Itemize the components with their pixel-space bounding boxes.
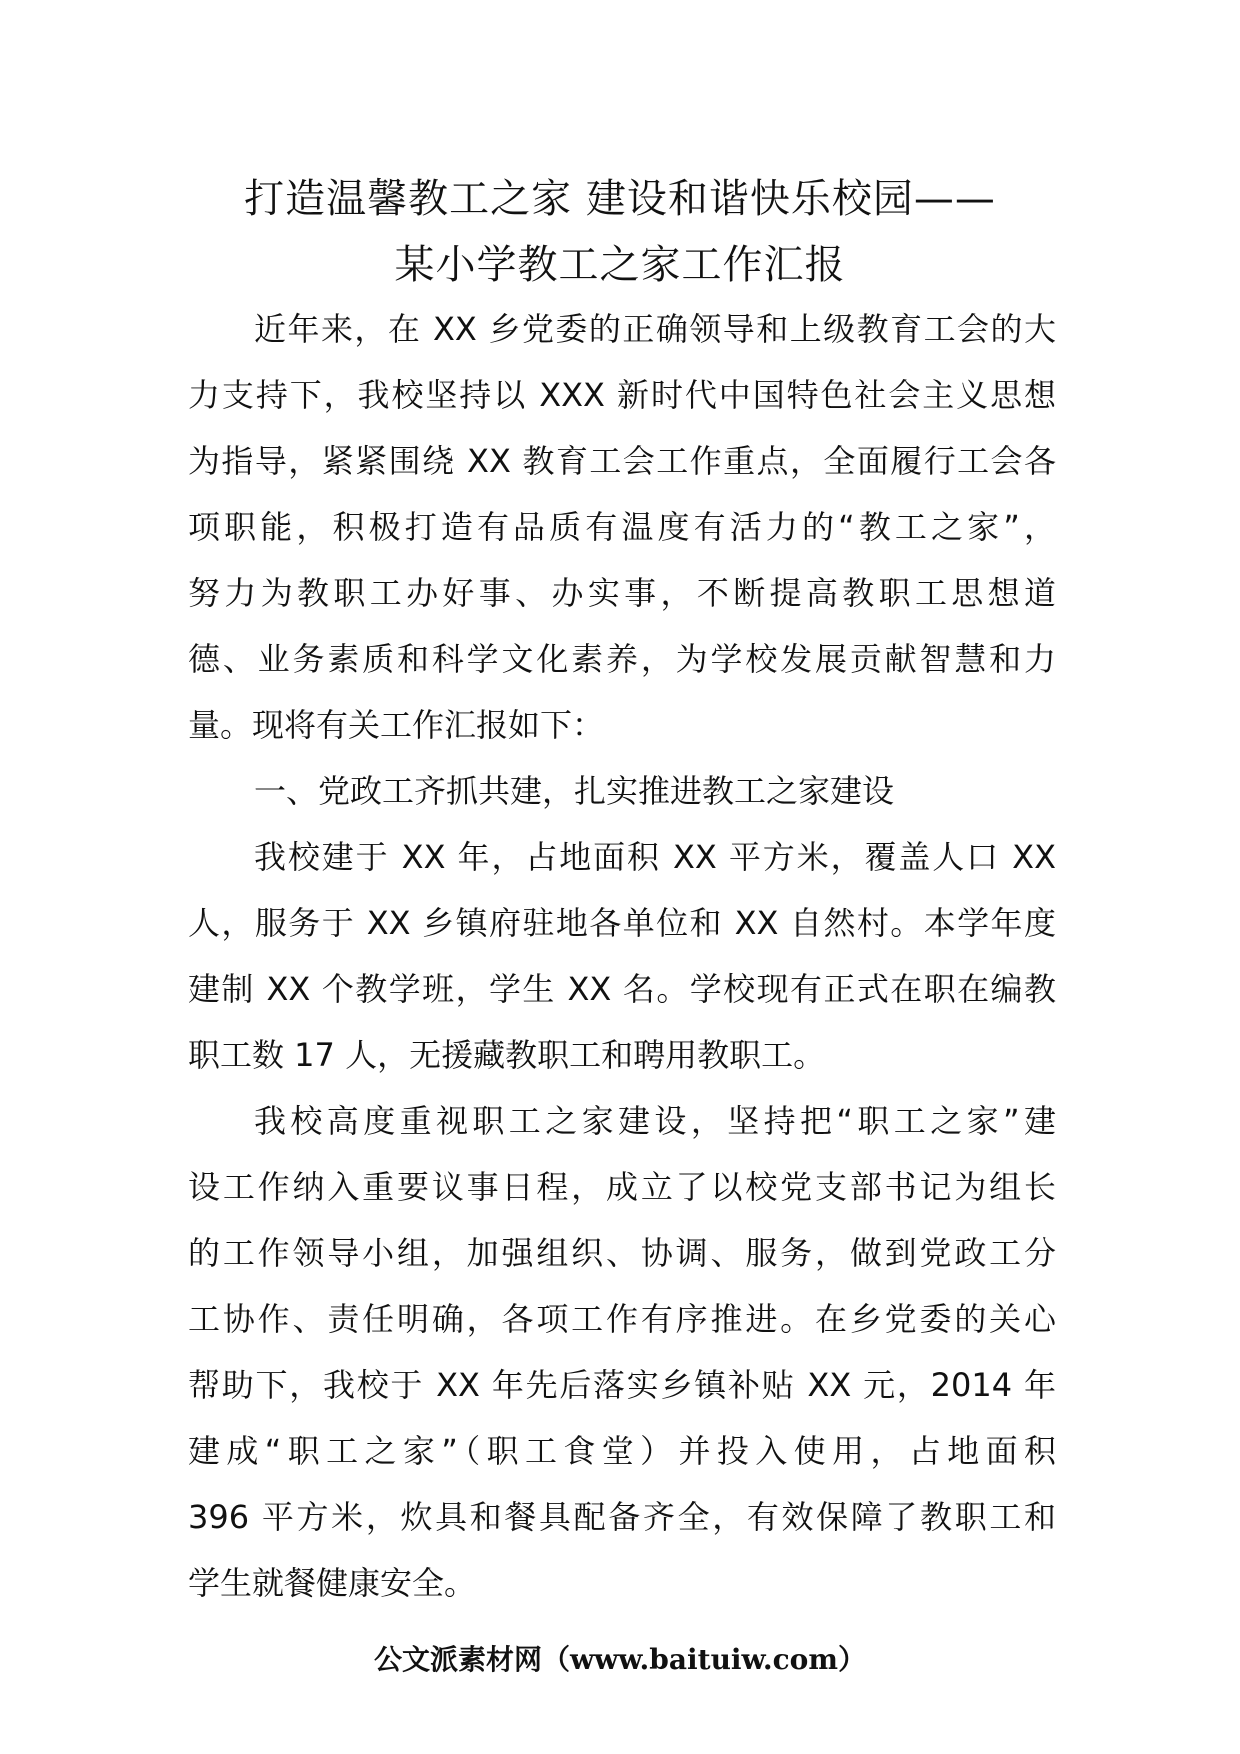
paragraph-1-line: 项职能，积极打造有品质有温度有活力的“教工之家”， [188, 508, 1056, 546]
paragraph-3-line: 学生就餐健康安全。 [188, 1564, 477, 1602]
section-heading: 一、党政工齐抓共建，扎实推进教工之家建设 [254, 772, 895, 810]
paragraph-2-line: 我校建于 XX 年，占地面积 XX 平方米，覆盖人口 XX [254, 838, 1056, 876]
paragraph-3-line: 工协作、责任明确，各项工作有序推进。在乡党委的关心 [188, 1300, 1056, 1338]
paragraph-3-line: 我校高度重视职工之家建设，坚持把“职工之家”建 [254, 1102, 1056, 1140]
paragraph-2-line: 人，服务于 XX 乡镇府驻地各单位和 XX 自然村。本学年度 [188, 904, 1056, 942]
paragraph-2-line: 职工数 17 人，无援藏教职工和聘用教职工。 [188, 1036, 826, 1074]
document-title-line-1: 打造温馨教工之家 建设和谐快乐校园—— [244, 176, 996, 222]
paragraph-1-line: 为指导，紧紧围绕 XX 教育工会工作重点，全面履行工会各 [188, 442, 1056, 480]
document-body [188, 296, 1056, 1616]
paragraph-1-line: 近年来，在 XX 乡党委的正确领导和上级教育工会的大 [254, 310, 1056, 348]
paragraph-1-line: 量。现将有关工作汇报如下： [188, 706, 605, 744]
paragraph-1-line: 力支持下，我校坚持以 XXX 新时代中国特色社会主义思想 [188, 376, 1056, 414]
paragraph-3-line: 帮助下，我校于 XX 年先后落实乡镇补贴 XX 元，2014 年 [188, 1366, 1056, 1404]
paragraph-1-line: 努力为教职工办好事、办实事，不断提高教职工思想道 [188, 574, 1056, 612]
paragraph-3-line: 建成“职工之家”（职工食堂）并投入使用，占地面积 [188, 1432, 1056, 1470]
document-title-line-2: 某小学教工之家工作汇报 [394, 242, 846, 288]
paragraph-3-line: 的工作领导小组，加强组织、协调、服务，做到党政工分 [188, 1234, 1056, 1272]
paragraph-3-line: 设工作纳入重要议事日程，成立了以校党支部书记为组长 [188, 1168, 1056, 1206]
paragraph-1-line: 德、业务素质和科学文化素养，为学校发展贡献智慧和力 [188, 640, 1056, 678]
footer-watermark-text: 公文派素材网（www.baituiw.com） [374, 1643, 866, 1676]
paragraph-3-line: 396 平方米，炊具和餐具配备齐全，有效保障了教职工和 [188, 1498, 1056, 1536]
paragraph-2-line: 建制 XX 个教学班，学生 XX 名。学校现有正式在职在编教 [188, 970, 1056, 1008]
